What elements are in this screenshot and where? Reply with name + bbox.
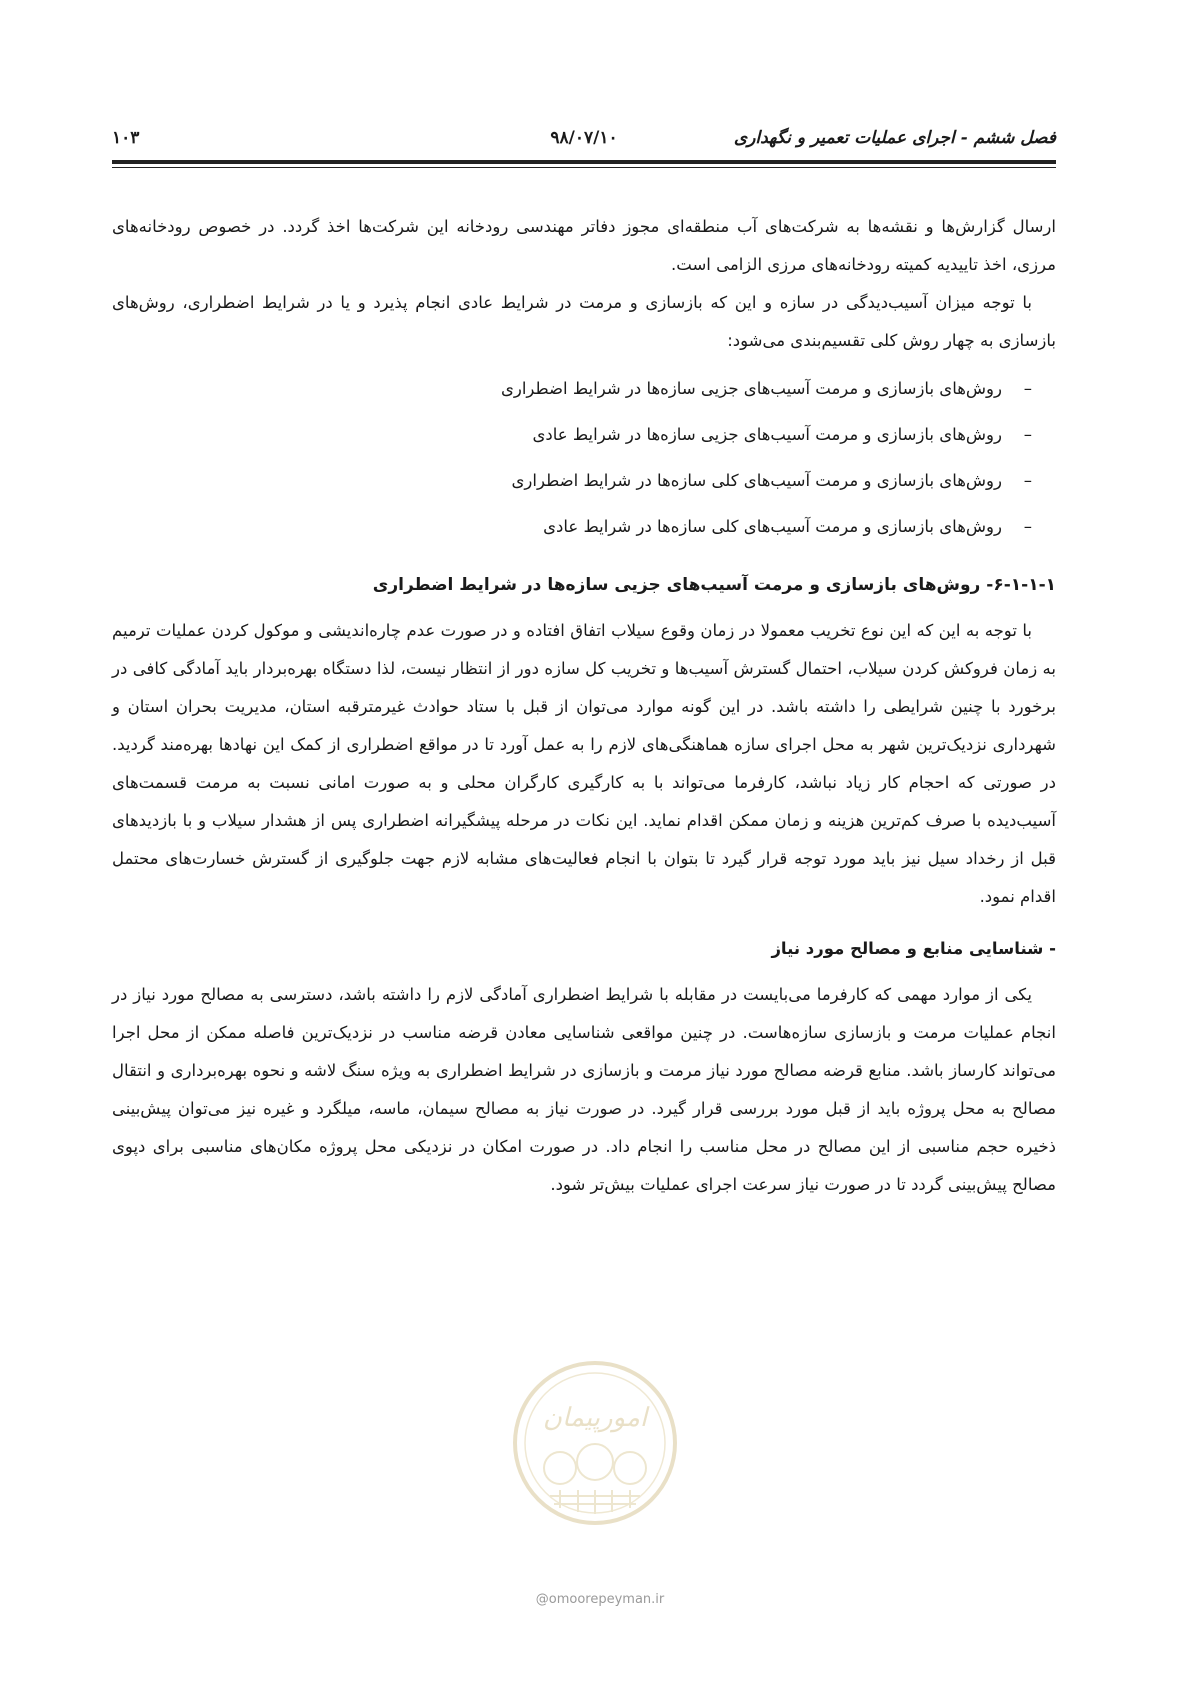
list-item <box>112 504 1032 550</box>
subheading: - شناسایی منابع و مصالح مورد نیاز <box>771 939 1056 958</box>
watermark-logo <box>510 1358 680 1528</box>
paragraph-4: یکی از موارد مهمی که کارفرما می‌بایست در مقابله با شرایط اضطراری آمادگی لازم را داشته باشد، دسترسی به مصالح مورد نیاز در انجام عملیات مرمت و بازسازی سازه‌هاست. در چنین مواقعی شناسایی معادن قرضه مناسب در نزدیک‌ترین فاصله ممکن از محل اجرا می‌تواند کارساز باشد. منابع قرضه مصالح مورد نیاز مرمت و بازسازی در شرایط اضطراری به ویژه سنگ لاشه و نحوه بهره‌برداری و انتقال مصالح به محل پروژه باید از قبل مورد بررسی قرار گیرد. در صورت نیاز به مصالح سیمان، ماسه، میلگرد و غیره نیز می‌توان پیش‌بینی ذخیره حجم مناسبی از این مصالح در محل مناسب را انجام داد. در صورت امکان در نزدیکی محل پروژه مکان‌های مناسبی برای دپوی مصالح پیش‌بینی گردد تا در صورت نیاز سرعت اجرای عملیات بیش‌تر شود. <box>112 985 1056 1194</box>
header-date: ۹۸/۰۷/۱۰ <box>550 128 618 148</box>
bullet-dash: – <box>1023 379 1032 398</box>
list-item <box>112 366 1032 412</box>
watermark-url: @omoorepeyman.ir <box>535 1592 665 1607</box>
section-heading: ۶-۱-۱-۱- روش‌های بازسازی و مرمت آسیب‌های جزیی سازه‌ها در شرایط اضطراری <box>372 575 1056 595</box>
bullet-dash: – <box>1023 517 1032 536</box>
list-item-text: روش‌های بازسازی و مرمت آسیب‌های جزیی سازه‌ها در شرایط عادی <box>532 425 1002 444</box>
paragraph-1: ارسال گزارش‌ها و نقشه‌ها به شرکت‌های آب منطقه‌ای مجوز دفاتر مهندسی رودخانه این شرکت‌ها اخذ گردد. در خصوص رودخانه‌های مرزی، اخذ تاییدیه کمیته رودخانه‌های مرزی الزامی است. <box>112 217 1056 274</box>
header-rule-thick <box>112 160 1056 164</box>
paragraph-3: با توجه به این که این نوع تخریب معمولا در زمان وقوع سیلاب اتفاق افتاده و در صورت عدم چاره‌اندیشی و موکول کردن عملیات ترمیم به زمان فروکش کردن سیلاب، احتمال گسترش آسیب‌ها و تخریب کل سازه دور از انتظار نیست، لذا دستگاه بهره‌بردار باید آمادگی کافی در برخورد با چنین شرایطی را داشته باشد. در این گونه موارد می‌توان از قبل با ستاد حوادث غیرمترقبه استان، مدیریت بحران استان و شهرداری نزدیک‌ترین شهر به محل اجرای سازه هماهنگی‌های لازم را به عمل آورد تا در مواقع اضطراری از کمک این نهادها بهره‌مند گردید. در صورتی که احجام کار زیاد نباشد، کارفرما می‌تواند با به کارگیری کارگران محلی و به صورت امانی نسبت به مرمت قسمت‌های آسیب‌دیده با صرف کم‌ترین هزینه و زمان ممکن اقدام نماید. این نکات در مرحله پیشگیرانه اضطراری پس از هشدار سیلاب و با بازدیدهای قبل از رخداد سیل نیز باید مورد توجه قرار گیرد تا بتوان با انجام فعالیت‌های مشابه لازم جهت جلوگیری از گسترش خسارت‌های محتمل اقدام نمود. <box>112 621 1056 906</box>
list-item <box>112 458 1032 504</box>
page-header <box>112 128 1056 156</box>
list-item-text: روش‌های بازسازی و مرمت آسیب‌های کلی سازه‌ها در شرایط عادی <box>543 517 1002 536</box>
paragraph-2: با توجه میزان آسیب‌دیدگی در سازه و این که بازسازی و مرمت در شرایط عادی انجام پذیرد و یا در شرایط اضطراری، روش‌های بازسازی به چهار روش کلی تقسیم‌بندی می‌شود: <box>112 293 1056 350</box>
bullet-dash: – <box>1023 471 1032 490</box>
list-item-text: روش‌های بازسازی و مرمت آسیب‌های کلی سازه‌ها در شرایط اضطراری <box>511 471 1002 490</box>
methods-list <box>112 366 1056 550</box>
body-content <box>112 208 1056 1204</box>
chapter-title: فصل ششم - اجرای عملیات تعمیر و نگهداری <box>733 128 1056 148</box>
watermark-logo-text: امورپیمان <box>542 1403 648 1433</box>
list-item-text: روش‌های بازسازی و مرمت آسیب‌های جزیی سازه‌ها در شرایط اضطراری <box>500 379 1002 398</box>
header-rule-thin <box>112 167 1056 168</box>
list-item <box>112 412 1032 458</box>
bullet-dash: – <box>1023 425 1032 444</box>
page-number: ۱۰۳ <box>112 128 140 148</box>
